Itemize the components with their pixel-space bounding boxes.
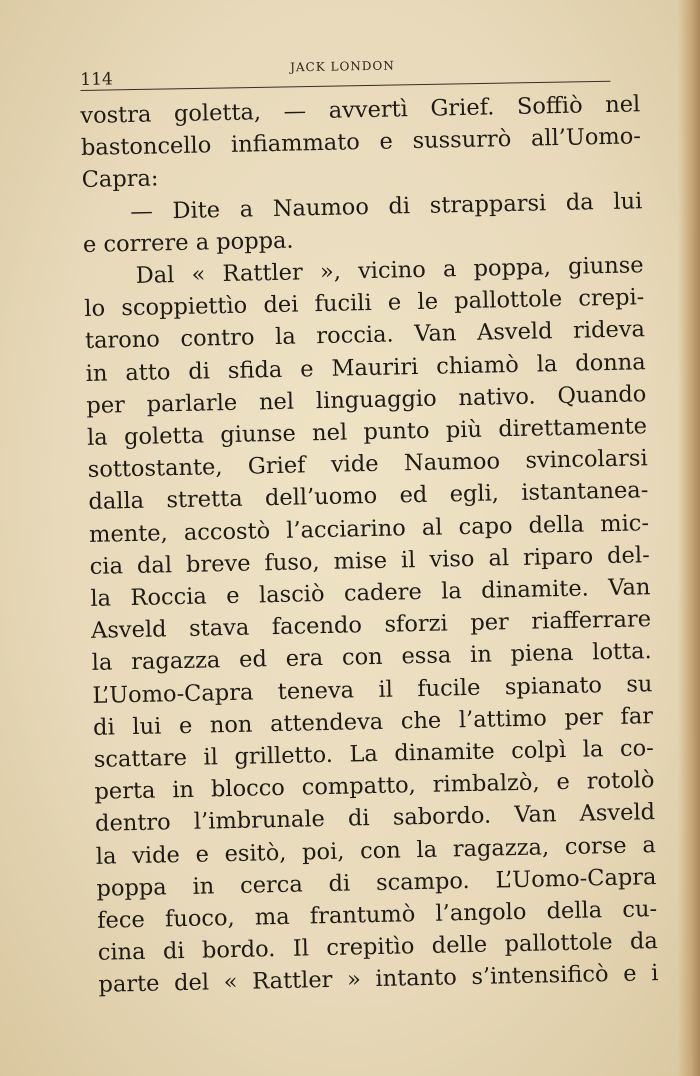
page-number: 114 <box>80 69 113 90</box>
text-line: Dal « Rattler », vicino a poppa, giunse <box>135 252 644 289</box>
text-line: Asveld stava facendo sforzi per riafferrare <box>90 606 652 645</box>
page-header <box>80 53 610 92</box>
text-line: poppa in cerca di scampo. L’Uomo-Capra <box>96 863 657 902</box>
text-line: cina di bordo. Il crepitìo delle pallottole da <box>97 928 659 967</box>
body-text <box>80 88 659 1001</box>
text-line: parte del « Rattler » intanto s’intensificò e i <box>98 960 659 999</box>
text-line: bastoncello infiammato e sussurrò all’Uomo- <box>80 123 642 162</box>
header-rule <box>80 81 610 91</box>
text-line: cia dal breve fuso, mise il viso al riparo del- <box>89 542 650 580</box>
running-title: JACK LONDON <box>290 58 395 75</box>
text-line: la Roccia e lasciò cadere la dinamite. Van <box>90 574 651 612</box>
text-line: dalla stretta dell’uomo ed egli, istantanea- <box>88 477 649 516</box>
text-line: e correre a poppa. <box>82 227 294 258</box>
text-line: dentro l’imbrunale di sabordo. Van Asveld <box>94 799 656 838</box>
text-line: perta in blocco compatto, rimbalzò, e rotolò <box>94 767 655 806</box>
text-line: la vide e esitò, poi, con la ragazza, corse a <box>95 831 656 870</box>
text-line: scattare il grilletto. La dinamite colpì la co- <box>93 735 654 773</box>
text-line: Capra: <box>81 165 159 194</box>
text-line: L’Uomo-Capra teneva il fucile spianato su <box>92 670 653 709</box>
text-line: tarono contro la roccia. Van Asveld rideva <box>84 316 646 355</box>
text-line: sottostante, Grief vide Naumoo svincolarsi <box>87 445 648 484</box>
text-line: — Dite a Naumoo di strapparsi da lui <box>130 187 643 225</box>
text-line: fece fuoco, ma frantumò l’angolo della cu- <box>96 896 658 934</box>
text-line: la goletta giunse nel punto più direttamente <box>86 413 648 451</box>
page-edge-shadow <box>678 0 700 1076</box>
text-line: di lui e non attendeva che l’attimo per far <box>92 702 654 741</box>
text-line: per parlarle nel linguaggio nativo. Quando <box>86 381 647 419</box>
text-line: lo scoppiettìo dei fucili e le pallottole crepi- <box>84 284 645 323</box>
text-line: la ragazza ed era con essa in piena lotta. <box>91 638 652 677</box>
text-line: vostra goletta, — avvertì Grief. Soffiò nel <box>80 91 641 129</box>
text-line: mente, accostò l’acciarino al capo della mic- <box>88 509 650 548</box>
text-line: in atto di sfida e Mauriri chiamò la donna <box>85 348 646 387</box>
